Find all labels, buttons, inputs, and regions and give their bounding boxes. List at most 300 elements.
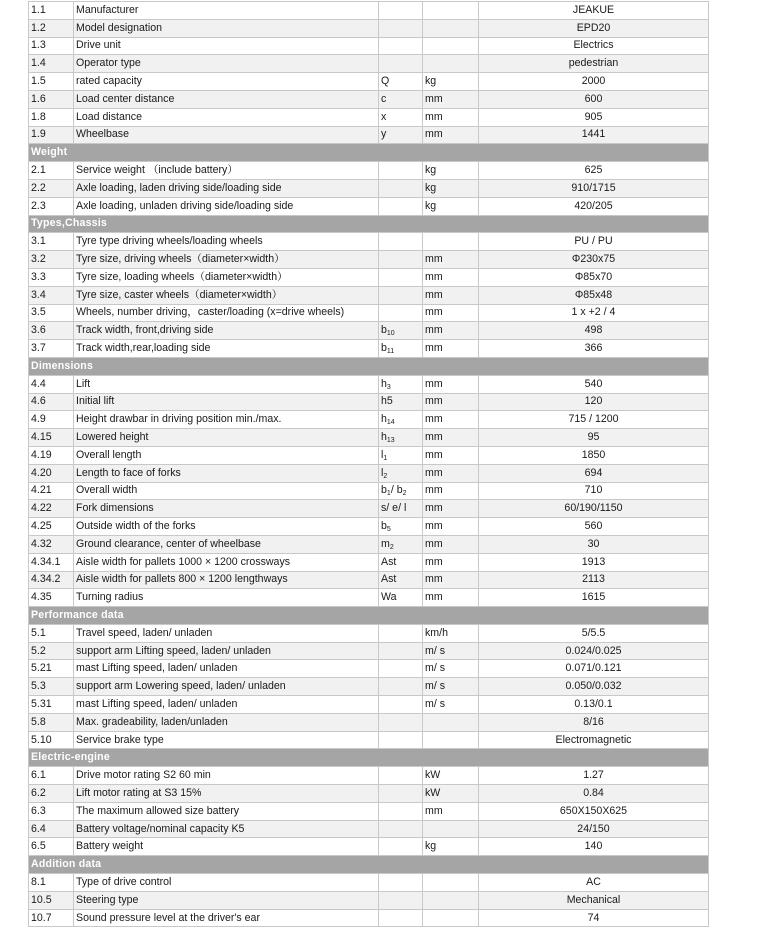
section-header [29, 749, 709, 767]
item-unit: kg [423, 162, 479, 180]
item-number: 6.1 [29, 767, 74, 785]
item-number: 4.19 [29, 446, 74, 464]
item-number: 5.21 [29, 660, 74, 678]
symbol-text: Ast [381, 555, 397, 568]
item-number: 2.3 [29, 197, 74, 215]
item-unit [423, 909, 479, 927]
item-unit: mm [423, 535, 479, 553]
item-description: Type of drive control [74, 874, 379, 892]
table-row [29, 589, 709, 607]
item-description: Aisle width for pallets 800 × 1200 lengthways [74, 571, 379, 589]
item-number: 4.35 [29, 589, 74, 607]
symbol-text: m [381, 537, 390, 550]
symbol-subscript: 11 [386, 348, 395, 356]
item-description: Manufacturer [74, 2, 379, 20]
item-value: 1913 [479, 553, 709, 571]
table-row [29, 322, 709, 340]
item-symbol [379, 820, 423, 838]
table-row [29, 535, 709, 553]
item-number: 3.5 [29, 304, 74, 322]
item-description: Lowered height [74, 429, 379, 447]
item-number: 2.2 [29, 179, 74, 197]
item-number: 8.1 [29, 874, 74, 892]
item-value: 1850 [479, 446, 709, 464]
symbol-text: b [381, 520, 387, 532]
item-symbol [379, 535, 423, 553]
table-row [29, 108, 709, 126]
item-value: JEAKUE [479, 2, 709, 20]
item-unit: mm [423, 126, 479, 144]
table-row [29, 874, 709, 892]
spec-table-body [29, 2, 709, 927]
item-unit: mm [423, 251, 479, 269]
item-symbol [379, 642, 423, 660]
item-number: 5.31 [29, 696, 74, 714]
table-row [29, 446, 709, 464]
item-value: pedestrian [479, 55, 709, 73]
item-value: 0.050/0.032 [479, 678, 709, 696]
item-description: Drive motor rating S2 60 min [74, 767, 379, 785]
item-symbol [379, 73, 423, 91]
item-number: 5.8 [29, 713, 74, 731]
item-symbol [379, 197, 423, 215]
table-row [29, 340, 709, 358]
item-description: support arm Lifting speed, laden/ unladen [74, 642, 379, 660]
item-value: Φ85x70 [479, 268, 709, 286]
item-unit [423, 19, 479, 37]
item-number: 4.15 [29, 429, 74, 447]
item-unit: mm [423, 268, 479, 286]
table-row [29, 642, 709, 660]
item-unit: mm [423, 518, 479, 536]
symbol-text: / b [390, 484, 403, 497]
item-description: Service brake type [74, 731, 379, 749]
item-description: Ground clearance, center of wheelbase [74, 535, 379, 553]
symbol-subscript: 2 [402, 490, 407, 498]
symbol-text: h [381, 431, 387, 444]
item-value: Mechanical [479, 891, 709, 909]
item-description: Lift [74, 375, 379, 393]
table-row [29, 73, 709, 91]
table-row [29, 518, 709, 536]
item-description: Battery weight [74, 838, 379, 856]
table-row [29, 660, 709, 678]
item-symbol [379, 553, 423, 571]
table-row [29, 500, 709, 518]
item-description: Wheelbase [74, 126, 379, 144]
item-description: mast Lifting speed, laden/ unladen [74, 660, 379, 678]
table-row [29, 696, 709, 714]
symbol-text: h [381, 413, 387, 426]
item-description: Sound pressure level at the driver's ear [74, 909, 379, 927]
item-description: Fork dimensions [74, 500, 379, 518]
item-unit: mm [423, 286, 479, 304]
item-symbol [379, 785, 423, 803]
item-description: Overall width [74, 482, 379, 500]
item-number: 5.3 [29, 678, 74, 696]
item-symbol [379, 571, 423, 589]
item-symbol [379, 126, 423, 144]
symbol-text: b [381, 342, 387, 355]
item-unit: mm [423, 571, 479, 589]
item-value: 30 [479, 535, 709, 553]
table-row [29, 268, 709, 286]
item-symbol [379, 589, 423, 607]
item-symbol [379, 624, 423, 642]
item-number: 4.9 [29, 411, 74, 429]
table-row [29, 90, 709, 108]
item-symbol [379, 838, 423, 856]
item-value: PU / PU [479, 233, 709, 251]
item-description: Tyre size, driving wheels（diameter×width） [74, 251, 379, 269]
item-description: Track width, front,driving side [74, 322, 379, 340]
item-symbol [379, 19, 423, 37]
item-symbol [379, 340, 423, 358]
item-symbol [379, 90, 423, 108]
symbol-subscript: 5 [386, 526, 391, 533]
item-unit [423, 820, 479, 838]
item-unit: m/ s [423, 642, 479, 660]
table-row [29, 393, 709, 411]
item-value: 905 [479, 108, 709, 126]
table-row [29, 55, 709, 73]
table-row [29, 286, 709, 304]
item-description: The maximum allowed size battery [74, 802, 379, 820]
item-value: 140 [479, 838, 709, 856]
item-description: Model designation [74, 19, 379, 37]
item-value: 625 [479, 162, 709, 180]
item-symbol [379, 393, 423, 411]
item-symbol [379, 767, 423, 785]
section-title: Performance data [29, 607, 709, 625]
item-unit: mm [423, 802, 479, 820]
item-number: 1.1 [29, 2, 74, 20]
item-symbol [379, 322, 423, 340]
item-value: 0.84 [479, 785, 709, 803]
item-value: 2000 [479, 73, 709, 91]
item-value: 1.27 [479, 767, 709, 785]
item-value: 0.13/0.1 [479, 696, 709, 714]
table-row [29, 304, 709, 322]
item-unit: mm [423, 464, 479, 482]
item-value: 2113 [479, 571, 709, 589]
item-description: Overall length [74, 446, 379, 464]
item-value: 95 [479, 429, 709, 447]
symbol-text: h5 [381, 395, 393, 408]
table-row [29, 891, 709, 909]
item-unit: m/ s [423, 678, 479, 696]
item-number: 4.4 [29, 375, 74, 393]
item-value: 560 [479, 518, 709, 536]
table-row [29, 820, 709, 838]
item-value: 5/5.5 [479, 624, 709, 642]
item-description: Drive unit [74, 37, 379, 55]
item-description: rated capacity [74, 73, 379, 91]
item-unit: mm [423, 108, 479, 126]
item-unit [423, 55, 479, 73]
item-unit [423, 233, 479, 251]
item-symbol [379, 802, 423, 820]
item-unit: mm [423, 340, 479, 358]
item-description: Service weight （include battery） [74, 162, 379, 180]
item-value: 0.071/0.121 [479, 660, 709, 678]
symbol-text: s/ e/ l [381, 502, 407, 515]
item-value: EPD20 [479, 19, 709, 37]
item-symbol [379, 696, 423, 714]
symbol-subscript: 2 [389, 543, 394, 551]
item-unit: kW [423, 767, 479, 785]
item-symbol [379, 678, 423, 696]
item-unit: mm [423, 411, 479, 429]
item-number: 1.4 [29, 55, 74, 73]
item-description: Outside width of the forks [74, 518, 379, 536]
item-number: 5.1 [29, 624, 74, 642]
item-symbol [379, 909, 423, 927]
item-number: 3.3 [29, 268, 74, 286]
symbol-text: y [381, 128, 387, 141]
table-row [29, 233, 709, 251]
item-symbol [379, 874, 423, 892]
table-row [29, 802, 709, 820]
symbol-subscript: 10 [386, 330, 395, 338]
symbol-text: Q [381, 75, 390, 88]
item-value: 420/205 [479, 197, 709, 215]
item-number: 2.1 [29, 162, 74, 180]
table-row [29, 179, 709, 197]
item-unit: kg [423, 838, 479, 856]
item-description: Lift motor rating at S3 15% [74, 785, 379, 803]
item-number: 4.25 [29, 518, 74, 536]
item-number: 5.2 [29, 642, 74, 660]
symbol-subscript: 1 [383, 454, 388, 462]
item-symbol [379, 891, 423, 909]
symbol-text: h [381, 377, 387, 390]
item-number: 1.2 [29, 19, 74, 37]
item-value: 1441 [479, 126, 709, 144]
item-number: 4.22 [29, 500, 74, 518]
item-description: Aisle width for pallets 1000 × 1200 crossways [74, 553, 379, 571]
item-number: 4.6 [29, 393, 74, 411]
item-unit: mm [423, 375, 479, 393]
section-header [29, 357, 709, 375]
table-row [29, 731, 709, 749]
symbol-subscript: 2 [383, 472, 388, 480]
item-symbol [379, 464, 423, 482]
symbol-text: x [381, 110, 387, 123]
item-unit: mm [423, 322, 479, 340]
item-symbol [379, 2, 423, 20]
item-description: Axle loading, unladen driving side/loading side [74, 197, 379, 215]
item-symbol [379, 500, 423, 518]
item-value: Electromagnetic [479, 731, 709, 749]
section-header [29, 144, 709, 162]
item-symbol [379, 660, 423, 678]
item-value: 498 [479, 322, 709, 340]
table-row [29, 126, 709, 144]
item-unit: km/h [423, 624, 479, 642]
table-row [29, 482, 709, 500]
item-value: 694 [479, 464, 709, 482]
item-number: 4.34.2 [29, 571, 74, 589]
item-unit: mm [423, 482, 479, 500]
item-unit: mm [423, 393, 479, 411]
item-description: Load center distance [74, 90, 379, 108]
item-unit: mm [423, 429, 479, 447]
item-number: 1.5 [29, 73, 74, 91]
item-description: Steering type [74, 891, 379, 909]
item-number: 6.4 [29, 820, 74, 838]
item-unit: kg [423, 179, 479, 197]
item-description: mast Lifting speed, laden/ unladen [74, 696, 379, 714]
item-number: 1.8 [29, 108, 74, 126]
table-row [29, 785, 709, 803]
item-value: Φ85x48 [479, 286, 709, 304]
item-unit [423, 891, 479, 909]
item-unit [423, 731, 479, 749]
item-unit: m/ s [423, 660, 479, 678]
item-value: 715 / 1200 [479, 411, 709, 429]
item-number: 3.4 [29, 286, 74, 304]
item-symbol [379, 179, 423, 197]
item-description: Travel speed, laden/ unladen [74, 624, 379, 642]
item-number: 4.32 [29, 535, 74, 553]
item-unit: mm [423, 500, 479, 518]
symbol-subscript: 13 [386, 437, 395, 445]
item-description: Tyre type driving wheels/loading wheels [74, 233, 379, 251]
table-row [29, 19, 709, 37]
item-value: 74 [479, 909, 709, 927]
symbol-text: b [381, 324, 387, 337]
symbol-text: l [381, 448, 384, 461]
item-description: Tyre size, loading wheels（diameter×width） [74, 268, 379, 286]
item-description: Battery voltage/nominal capacity K5 [74, 820, 379, 838]
item-value: 540 [479, 375, 709, 393]
item-symbol [379, 108, 423, 126]
item-value: 120 [479, 393, 709, 411]
item-description: Track width,rear,loading side [74, 340, 379, 358]
item-unit: mm [423, 90, 479, 108]
item-value: Φ230x75 [479, 251, 709, 269]
item-number: 6.3 [29, 802, 74, 820]
section-title: Weight [29, 144, 709, 162]
spec-table [28, 1, 709, 927]
symbol-text: c [381, 92, 387, 105]
item-symbol [379, 233, 423, 251]
item-symbol [379, 482, 423, 500]
item-description: Max. gradeability, laden/unladen [74, 713, 379, 731]
symbol-subscript: 1 [386, 490, 391, 498]
table-row [29, 162, 709, 180]
item-unit [423, 2, 479, 20]
item-number: 4.20 [29, 464, 74, 482]
item-value: 24/150 [479, 820, 709, 838]
table-row [29, 429, 709, 447]
item-number: 6.5 [29, 838, 74, 856]
item-description: Turning radius [74, 589, 379, 607]
symbol-text: l [381, 466, 384, 479]
item-symbol [379, 713, 423, 731]
item-number: 1.6 [29, 90, 74, 108]
item-unit: mm [423, 304, 479, 322]
item-value: 710 [479, 482, 709, 500]
item-unit [423, 713, 479, 731]
item-symbol [379, 55, 423, 73]
item-unit [423, 874, 479, 892]
item-unit: m/ s [423, 696, 479, 714]
symbol-text: Ast [381, 573, 397, 586]
item-description: Load distance [74, 108, 379, 126]
item-symbol [379, 286, 423, 304]
item-value: 0.024/0.025 [479, 642, 709, 660]
item-number: 6.2 [29, 785, 74, 803]
item-symbol [379, 446, 423, 464]
item-number: 1.3 [29, 37, 74, 55]
item-symbol [379, 375, 423, 393]
item-number: 1.9 [29, 126, 74, 144]
item-number: 5.10 [29, 731, 74, 749]
item-value: 600 [479, 90, 709, 108]
item-value: 366 [479, 340, 709, 358]
item-symbol [379, 518, 423, 536]
item-value: 910/1715 [479, 179, 709, 197]
item-unit: mm [423, 446, 479, 464]
item-value: AC [479, 874, 709, 892]
item-symbol [379, 162, 423, 180]
table-row [29, 571, 709, 589]
table-row [29, 37, 709, 55]
symbol-text: b [381, 484, 387, 497]
item-value: 1615 [479, 589, 709, 607]
table-row [29, 2, 709, 20]
section-header [29, 215, 709, 233]
table-row [29, 713, 709, 731]
table-row [29, 464, 709, 482]
item-description: Height drawbar in driving position min./max. [74, 411, 379, 429]
section-header [29, 607, 709, 625]
item-description: Operator type [74, 55, 379, 73]
item-unit: kg [423, 197, 479, 215]
item-number: 3.1 [29, 233, 74, 251]
item-symbol [379, 268, 423, 286]
table-row [29, 838, 709, 856]
item-unit: kg [423, 73, 479, 91]
item-number: 3.2 [29, 251, 74, 269]
item-symbol [379, 429, 423, 447]
item-value: 60/190/1150 [479, 500, 709, 518]
item-number: 10.5 [29, 891, 74, 909]
symbol-text: Wa [381, 591, 397, 604]
section-title: Dimensions [29, 357, 709, 375]
item-unit: kW [423, 785, 479, 803]
table-row [29, 624, 709, 642]
item-symbol [379, 304, 423, 322]
item-symbol [379, 411, 423, 429]
item-number: 3.7 [29, 340, 74, 358]
item-number: 4.34.1 [29, 553, 74, 571]
item-value: Electrics [479, 37, 709, 55]
table-row [29, 251, 709, 269]
table-row [29, 767, 709, 785]
table-row [29, 553, 709, 571]
section-header [29, 856, 709, 874]
section-title: Addition data [29, 856, 709, 874]
table-row [29, 197, 709, 215]
item-number: 4.21 [29, 482, 74, 500]
symbol-subscript: 14 [386, 419, 395, 427]
item-value: 1 x +2 / 4 [479, 304, 709, 322]
section-title: Electric-engine [29, 749, 709, 767]
item-description: Length to face of forks [74, 464, 379, 482]
